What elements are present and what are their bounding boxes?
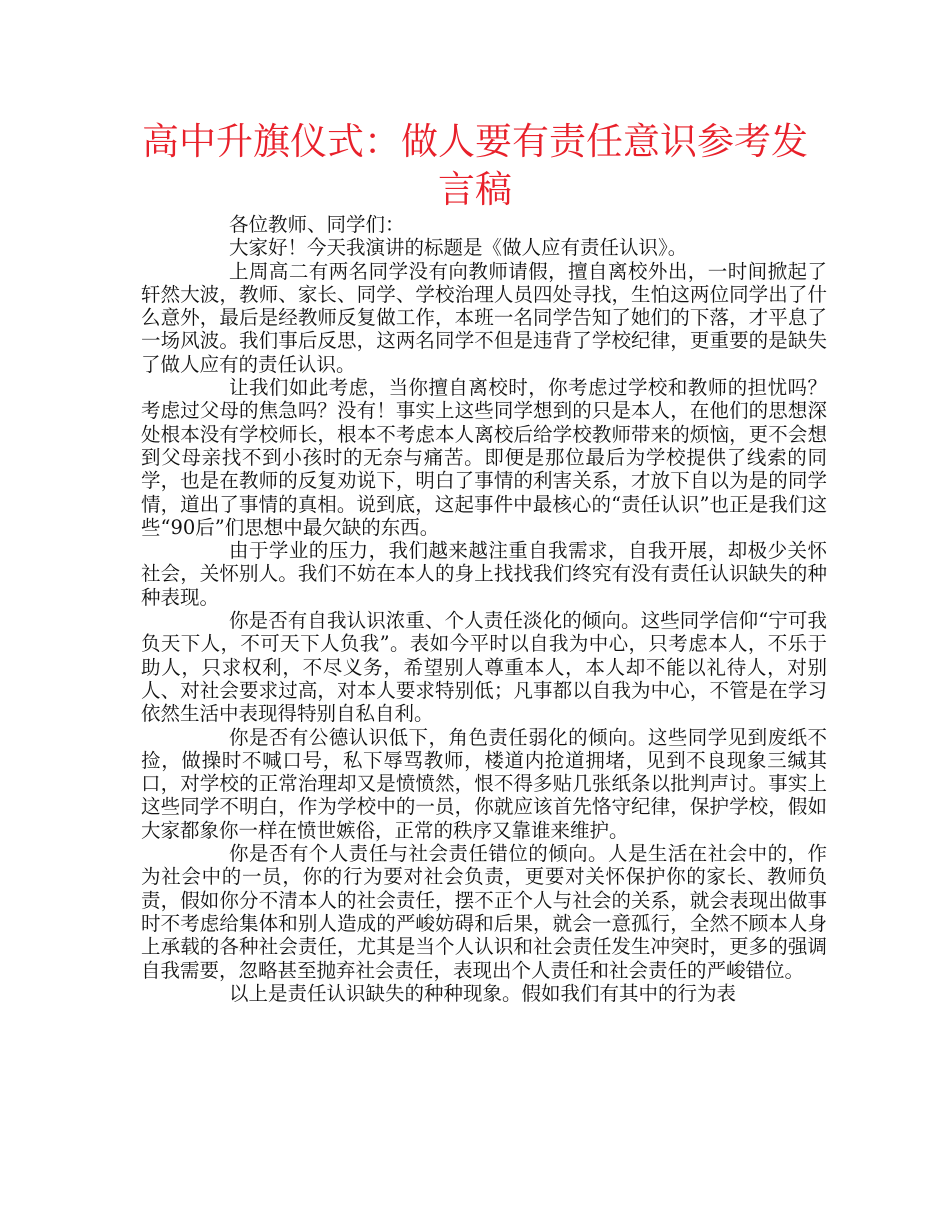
body-paragraph: 上周高二有两名同学没有向教师请假，擅自离校外出，一时间掀起了轩然大波，教师、家长、同学、学校治理人员四处寻找，生怕这两位同学出了什么意外，最后是经教师反复做工作，本班一名同学告知了她们的下落，才平息了一场风波。我们事后反思，这两名同学不但是违背了学校纪律，更重要的是缺失了做人应有的责任认识。 — [141, 259, 827, 376]
body-paragraph: 由于学业的压力，我们越来越注重自我需求，自我开展，却极少关怀社会，关怀别人。我们不妨在本人的身上找找我们终究有没有责任认识缺失的种种表现。 — [141, 539, 827, 609]
body-paragraph: 你是否有自我认识浓重、个人责任淡化的倾向。这些同学信仰“宁可我负天下人，不可天下人负我”。表如今平时以自我为中心，只考虑本人，不乐于助人，只求权利，不尽义务，希望别人尊重本人，本人却不能以礼待人，对别人、对社会要求过高，对本人要求特别低；凡事都以自我为中心，不管是在学习依然生活中表现得特别自私自利。 — [141, 609, 827, 726]
body-paragraph: 以上是责任认识缺失的种种现象。假如我们有其中的行为表 — [229, 981, 737, 1005]
document-title: 高中升旗仪式：做人要有责任意识参考发言稿 — [142, 120, 808, 211]
salutation: 各位教师、同学们： — [229, 213, 405, 236]
body-paragraph: 你是否有个人责任与社会责任错位的倾向。人是生活在社会中的，作为社会中的一员，你的行为要对社会负责，更要对关怀保护你的家长、教师负责，假如你分不清本人的社会责任，摆不正个人与社会的关系，就会表现出做事时不考虑给集体和别人造成的严峻妨碍和后果，就会一意孤行，全然不顾本人身上承载的各种社会责任，尤其是当个人认识和社会责任发生冲突时，更多的强调自我需要，忽略甚至抛弃社会责任，表现出个人责任和社会责任的严峻错位。 — [141, 842, 827, 982]
body-paragraph: 你是否有公德认识低下，角色责任弱化的倾向。这些同学见到废纸不捡，做操时不喊口号，私下辱骂教师，楼道内抢道拥堵，见到不良现象三缄其口，对学校的正常治理却又是愤愤然，恨不得多贴几张纸条以批判声讨。事实上这些同学不明白，作为学校中的一员，你就应该首先恪守纪律，保护学校，假如大家都象你一样在愤世嫉俗，正常的秩序又靠谁来维护。 — [141, 725, 827, 842]
document-body — [141, 213, 827, 1005]
greeting-paragraph: 大家好！今天我演讲的标题是《做人应有责任认识》。 — [229, 236, 688, 260]
body-paragraph: 让我们如此考虑，当你擅自离校时，你考虑过学校和教师的担忧吗？考虑过父母的焦急吗？没有！事实上这些同学想到的只是本人，在他们的思想深处根本没有学校师长，根本不考虑本人离校后给学校教师带来的烦恼，更不会想到父母亲找不到小孩时的无奈与痛苦。即便是那位最后为学校提供了线索的同学，也是在教师的反复劝说下，明白了事情的利害关系，才放下自以为是的同学情，道出了事情的真相。说到底，这起事件中最核心的“责任认识”也正是我们这些“90后”们思想中最欠缺的东西。 — [141, 376, 827, 539]
